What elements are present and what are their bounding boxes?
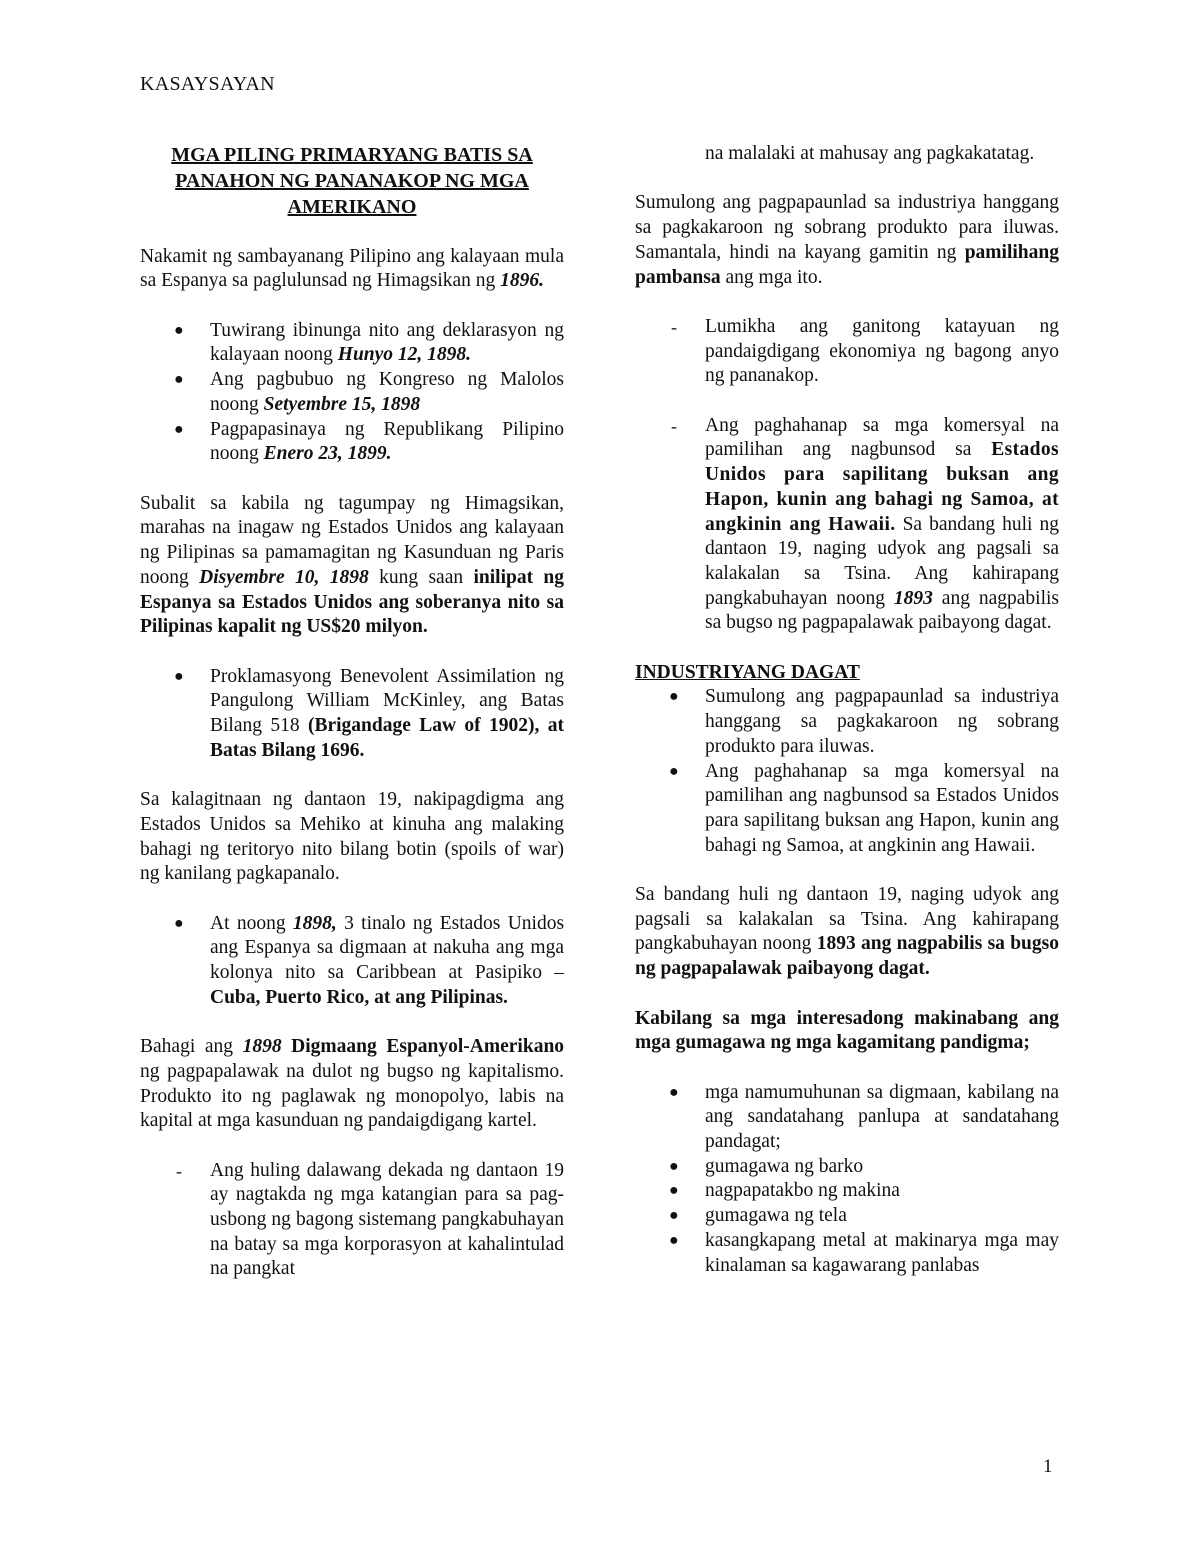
bullet-icon: ● <box>669 688 679 706</box>
list-item: ● mga namumuhunan sa digmaan, kabilang na ang sandatahang panlupa at sandatahang pandagat; <box>669 1081 1059 1153</box>
right-column <box>635 142 1059 1278</box>
title-line: MGA PILING PRIMARYANG BATIS SA <box>171 144 533 166</box>
bullet-icon: ● <box>669 1157 679 1175</box>
title-line: AMERIKANO <box>287 196 417 218</box>
list-item: ● Sumulong ang pagpapaunlad sa industriya hanggang sa pagkakaroon ng sobrang produkto para iluwas. <box>669 686 1059 757</box>
list-item: ● Pagpapasinaya ng Republikang Pilipino noong Enero 23, 1899. <box>174 418 564 465</box>
paragraph: Bahagi ang 1898 Digmaang Espanyol-Amerikano ng pagpapalawak na dulot ng bugso ng kapitalismo. Produkto ito ng paglawak ng monopolyo, labis na kapital at mga kasunduan ng pandaigdigang kartel. <box>140 1036 565 1132</box>
list-item: ● Ang paghahanap sa mga komersyal na pamilihan ang nagbunsod sa Estados Unidos para sapilitang buksan ang Hapon, kunin ang bahagi ng Samoa, at angkinin ang Hawaii. <box>669 760 1059 856</box>
bullet-list <box>140 665 564 764</box>
bullet-icon: ● <box>669 1083 679 1101</box>
bullet-icon: ● <box>174 667 184 685</box>
bullet-list <box>635 1081 1059 1279</box>
dash-list <box>140 1159 564 1283</box>
document-title <box>140 142 564 220</box>
bullet-icon: ● <box>174 914 184 932</box>
paragraph: Sa bandang huli ng dantaon 19, naging udyok ang pagsali sa kalakalan sa Tsina. Ang kahirapang pangkabuhayan noong 1893 ang nagpabilis sa bugso ng pagpapalawak paibayong dagat. <box>635 884 1059 980</box>
left-column <box>140 142 564 1282</box>
list-item: - Ang paghahanap sa mga komersyal na pamilihan ang nagbunsod sa Estados Unidos para sapilitang buksan ang Hapon, kunin ang bahagi ng Samoa, at angkinin ang Hawaii. Sa bandang huli ng dantaon 19, naging udyok ang pagsali sa kalakalan sa Tsina. Ang kahirapang pangkabuhayan noong 1893 ang nagpabilis sa bugso ng pagpapalawak paibayong dagat. <box>671 414 1060 634</box>
section-heading: INDUSTRIYANG DAGAT <box>635 661 860 683</box>
intro-paragraph: Nakamit ng sambayanang Pilipino ang kalayaan mula sa Espanya sa paglulunsad ng Himagsikan ng 1896. <box>140 245 564 292</box>
dash-marker: - <box>176 1160 182 1181</box>
paragraph: Kabilang sa mga interesadong makinabang ang mga gumagawa ng mga kagamitang pandigma; <box>635 1007 1059 1054</box>
list-item: ● At noong 1898, 3 tinalo ng Estados Unidos ang Espanya sa digmaan at nakuha ang mga kolonya nito sa Caribbean at Pasipiko – Cuba, Puerto Rico, at ang Pilipinas. <box>174 912 565 1008</box>
title-line: PANAHON NG PANANAKOP NG MGA <box>175 170 529 192</box>
paragraph: Sa kalagitnaan ng dantaon 19, nakipagdigma ang Estados Unidos sa Mehiko at kinuha ang malaking bahagi ng teritoryo nito bilang botin (spoils of war) ng kanilang pagkapanalo. <box>140 789 564 885</box>
dash-marker: - <box>671 415 677 436</box>
bullet-icon: ● <box>174 321 184 339</box>
list-item: ● gumagawa ng tela <box>635 1204 1059 1229</box>
bullet-list <box>635 685 1059 858</box>
list-item: ● gumagawa ng barko <box>635 1155 1059 1180</box>
list-item: - Ang huling dalawang dekada ng dantaon 19 ay nagtakda ng mga katangian para sa pag-usbong ng bagong sistemang pangkabuhayan na batay sa mga korporasyon at kahalintulad na pangkat <box>176 1159 564 1280</box>
list-item: ● nagpapatakbo ng makina <box>635 1179 1059 1204</box>
dash-list <box>635 315 1059 389</box>
list-item: ● Tuwirang ibinunga nito ang deklarasyon ng kalayaan noong Hunyo 12, 1898. <box>174 319 564 366</box>
list-item: ● Proklamasyong Benevolent Assimilation ng Pangulong William McKinley, ang Batas Bilang 518 (Brigandage Law of 1902), at Batas Bilang 1696. <box>174 665 564 761</box>
bullet-icon: ● <box>669 1182 679 1200</box>
bullet-icon: ● <box>669 762 679 780</box>
bullet-list <box>140 319 564 467</box>
bullet-icon: ● <box>669 1231 679 1249</box>
document-header: KASAYSAYAN <box>140 73 275 95</box>
list-item: - Lumikha ang ganitong katayuan ng pandaigdigang ekonomiya ng bagong anyo ng pananakop. <box>671 315 1059 387</box>
page-number: 1 <box>1043 1456 1053 1477</box>
list-item: ● Ang pagbubuo ng Kongreso ng Malolos noong Setyembre 15, 1898 <box>174 369 564 415</box>
bullet-list <box>140 912 564 1011</box>
bullet-icon: ● <box>174 371 184 389</box>
dash-list-continued <box>635 142 1059 167</box>
dash-list <box>635 414 1059 636</box>
bullet-icon: ● <box>174 420 184 438</box>
dash-marker: - <box>671 316 677 337</box>
bullet-icon: ● <box>669 1207 679 1225</box>
list-item: ● kasangkapang metal at makinarya mga may kinalaman sa kagawarang panlabas <box>669 1229 1059 1276</box>
paragraph: Subalit sa kabila ng tagumpay ng Himagsikan, marahas na inagaw ng Estados Unidos ang kalayaan ng Pilipinas sa pamamagitan ng Kasunduan ng Paris noong Disyembre 10, 1898 kung saan inilipat ng Espanya sa Estados Unidos ang soberanya nito sa Pilipinas kapalit ng US$20 milyon. <box>140 492 565 638</box>
paragraph: Sumulong ang pagpapaunlad sa industriya hanggang sa pagkakaroon ng sobrang produkto para iluwas. Samantala, hindi na kayang gamitin ng pamilihang pambansa ang mga ito. <box>635 192 1059 288</box>
list-item: na malalaki at mahusay ang pagkakatatag. <box>705 143 1035 164</box>
